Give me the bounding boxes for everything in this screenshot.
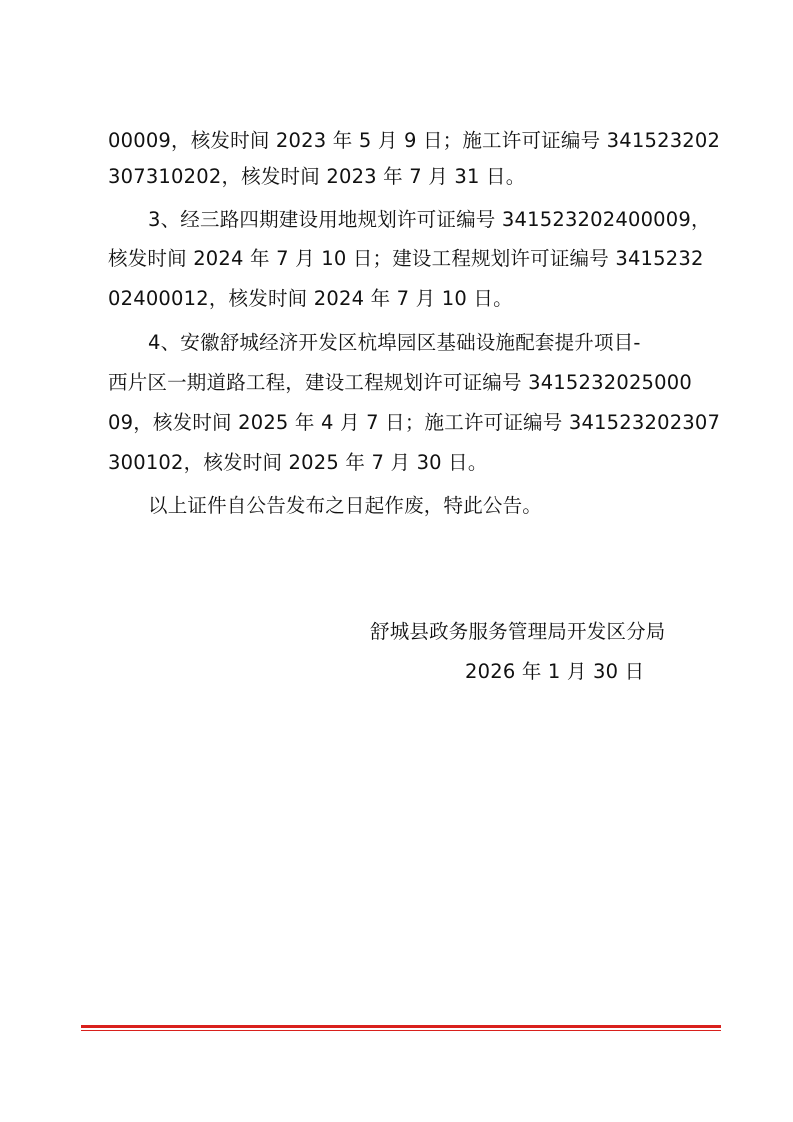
footer-rule-thick — [81, 1025, 721, 1028]
body-line-5: 02400012，核发时间 2024 年 7 月 10 日。 — [108, 287, 513, 310]
body-line-9: 300102，核发时间 2025 年 7 月 30 日。 — [108, 451, 488, 474]
signature-issuer: 舒城县政务服务管理局开发区分局 — [370, 620, 666, 643]
body-line-1: 00009，核发时间 2023 年 5 月 9 日；施工许可证编号 341523202 — [108, 129, 721, 152]
body-line-3: 3、经三路四期建设用地规划许可证编号 341523202400009， — [148, 208, 711, 231]
body-line-4: 核发时间 2024 年 7 月 10 日；建设工程规划许可证编号 3415232 — [108, 247, 704, 270]
signature-date: 2026 年 1 月 30 日 — [465, 660, 645, 683]
body-line-8: 09，核发时间 2025 年 4 月 7 日；施工许可证编号 341523202307 — [108, 411, 721, 434]
body-line-2: 307310202，核发时间 2023 年 7 月 31 日。 — [108, 165, 526, 188]
footer-rule-thin — [81, 1030, 721, 1031]
body-line-7: 西片区一期道路工程，建设工程规划许可证编号 3415232025000 — [108, 371, 692, 394]
body-line-10: 以上证件自公告发布之日起作废，特此公告。 — [148, 494, 543, 517]
body-line-6: 4、安徽舒城经济开发区杭埠园区基础设施配套提升项目- — [148, 331, 641, 354]
